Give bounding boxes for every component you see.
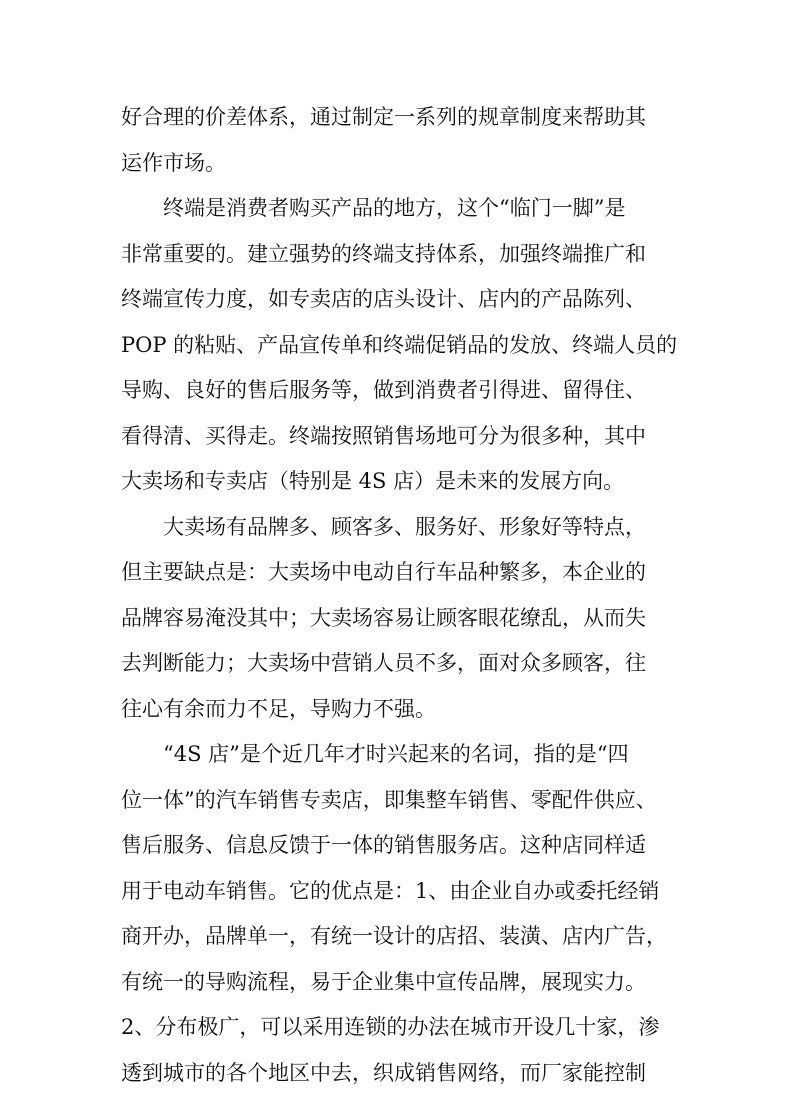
text-line: 导购、良好的售后服务等，做到消费者引得进、留得住、 (121, 378, 646, 402)
text-line: 品牌容易淹没其中；大卖场容易让顾客眼花缭乱，从而失 (121, 605, 646, 630)
text-line: 位一体”的汽车销售专卖店，即集整车销售、零配件供应、 (121, 787, 657, 812)
paragraph-first-line: 终端是消费者购买产品的地方，这个“临门一脚”是 (163, 196, 626, 220)
text-line: 用于电动车销售。它的优点是：1、由企业自办或委托经销 (121, 878, 660, 903)
text-line: 往心有余而力不足，导购力不强。 (121, 696, 436, 721)
text-line: 2、分布极广，可以采用连锁的办法在城市开设几十家，渗 (121, 1015, 660, 1039)
text-line: 透到城市的各个地区中去，织成销售网络，而厂家能控制 (121, 1060, 646, 1085)
text-line: 大卖场和专卖店（特别是 4S 店）是未来的发展方向。 (121, 469, 625, 493)
text-line: 售后服务、信息反馈于一体的销售服务店。这种店同样适 (121, 833, 646, 857)
text-line: 非常重要的。建立强势的终端支持体系，加强终端推广和 (121, 241, 646, 266)
text-line: POP 的粘贴、产品宣传单和终端促销品的发放、终端人员的 (121, 332, 678, 357)
text-line: 运作市场。 (121, 150, 226, 175)
text-line: 有统一的导购流程，易于企业集中宣传品牌，展现实力。 (121, 969, 646, 994)
text-line: 商开办，品牌单一，有统一设计的店招、装潢、店内广告， (121, 924, 667, 948)
text-line: 终端宣传力度，如专卖店的店头设计、店内的产品陈列、 (121, 287, 646, 311)
text-line: 去判断能力；大卖场中营销人员不多，面对众多顾客，往 (121, 651, 646, 675)
text-line: 好合理的价差体系，通过制定一系列的规章制度来帮助其 (121, 105, 646, 129)
text-line: 看得清、买得走。终端按照销售场地可分为很多种，其中 (121, 423, 646, 448)
text-line: 但主要缺点是：大卖场中电动自行车品种繁多，本企业的 (121, 560, 646, 584)
document-body (121, 95, 678, 1096)
paragraph-first-line: 大卖场有品牌多、顾客多、服务好、形象好等特点， (163, 514, 646, 539)
paragraph-first-line: “4S 店”是个近几年才时兴起来的名词，指的是“四 (163, 742, 629, 766)
